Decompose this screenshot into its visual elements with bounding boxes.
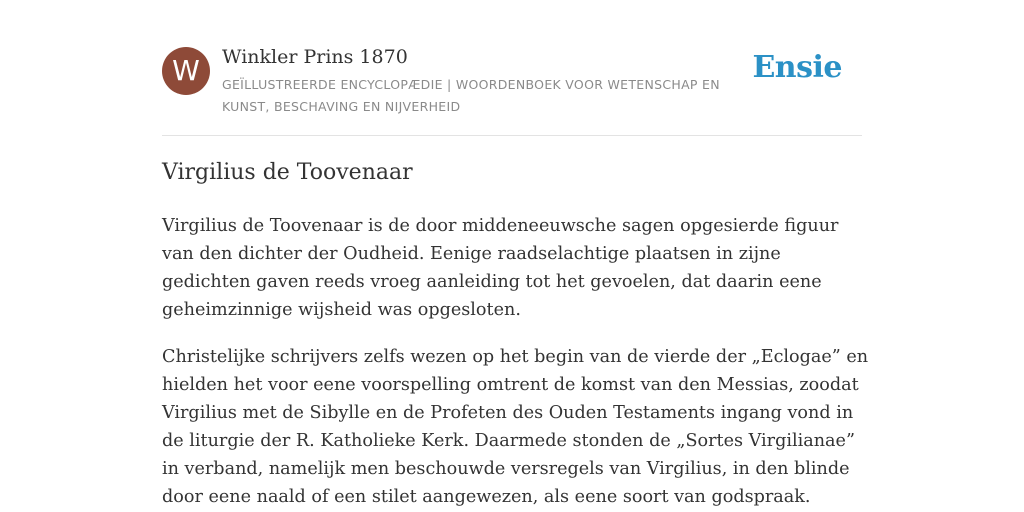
article-title: Virgilius de Toovenaar	[162, 160, 413, 185]
source-subtitle: GEÏLLUSTREERDE ENCYCLOPÆDIE | WOORDENBOEK VOOR WETENSCHAP EN KUNST, BESCHAVING EN NIJVERHEID	[222, 77, 720, 114]
ensie-logo[interactable]: Ensie	[752, 50, 842, 85]
article-paragraph: Christelijke schrijvers zelfs wezen op het begin van de vierde der „Eclogae” en hielden het voor eene voorspelling omtrent de komst van den Messias, zoodat Virgilius met de Sibylle en de Profeten des Ouden Testaments ingang vond in de liturgie der R. Katholieke Kerk. Daarmede stonden de „Sortes Virgilianae” in verband, namelijk men beschouwde versregels van Virgilius, in den blinde door eene naald of een stilet aangewezen, als eene soort van godspraak.	[162, 347, 869, 507]
article-paragraph: Virgilius de Toovenaar is de door middeneeuwsche sagen opgesierde figuur van den dichter der Oudheid. Eenige raadselachtige plaatsen in zijne gedichten gaven reeds vroeg aanleiding tot het gevoelen, dat daarin eene geheimzinnige wijsheid was opgesloten.	[162, 216, 839, 320]
source-avatar[interactable]: W	[162, 47, 210, 95]
source-title[interactable]: Winkler Prins 1870	[222, 46, 408, 68]
source-header	[162, 44, 862, 116]
article-body	[162, 212, 870, 512]
header-divider	[162, 135, 862, 136]
